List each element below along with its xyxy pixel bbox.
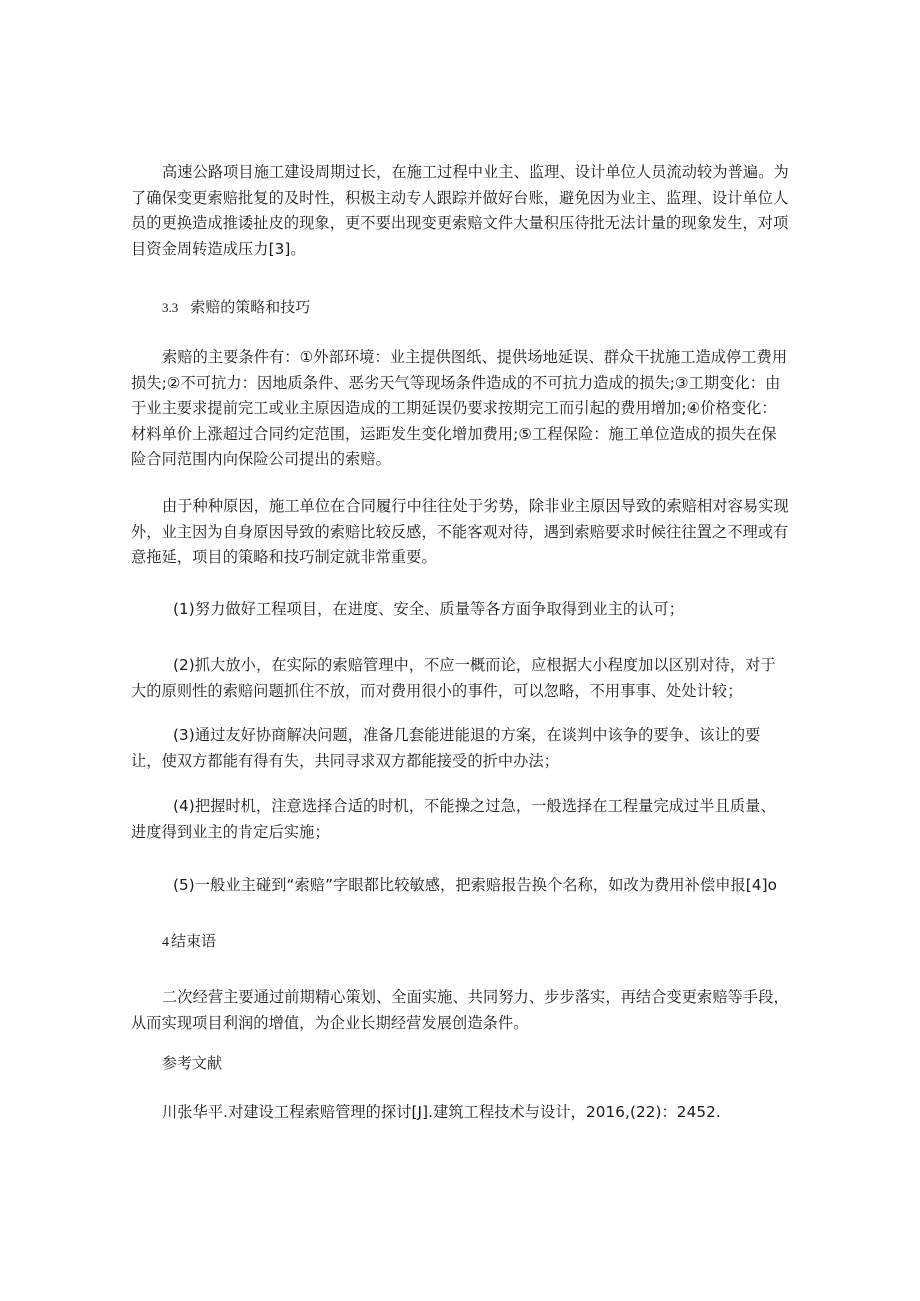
list-item-5: (5)一般业主碰到“索赔”字眼都比较敏感，把索赔报告换个名称，如改为费用补偿申报[4]o bbox=[173, 876, 778, 894]
section-heading-4 bbox=[162, 929, 216, 955]
section-title: 索赔的策略和技巧 bbox=[190, 298, 311, 316]
list-item-2: (2)抓大放小，在实际的索赔管理中，不应一概而论，应根据大小程度加以区别对待，对于大的原则性的索赔问题抓住不放，而对费用很小的事件，可以忽略，不用事事、处处计较； bbox=[131, 656, 776, 700]
list-item-3: (3)通过友好协商解决问题，准备几套能进能退的方案，在谈判中该争的要争、该让的要让，使双方都能有得有失，共同寻求双方都能接受的折中办法； bbox=[131, 726, 761, 770]
paragraph-conclusion: 二次经营主要通过前期精心策划、全面实施、共同努力、步步落实，再结合变更索赔等手段，从而实现项目利润的增值，为企业长期经营发展创造条件。 bbox=[131, 988, 789, 1032]
list-item-1: (1)努力做好工程项目，在进度、安全、质量等各方面争取得到业主的认可； bbox=[173, 600, 685, 618]
reference-item-1: 川张华平.对建设工程索赔管理的探讨[J].建筑工程技术与设计，2016,(22)：2452. bbox=[162, 1103, 721, 1121]
section-number: 3.3 bbox=[162, 300, 179, 315]
paragraph-claim-conditions: 索赔的主要条件有：①外部环境：业主提供图纸、提供场地延误、群众干扰施工造成停工费用损失;②不可抗力：因地质条件、恶劣天气等现场条件造成的不可抗力造成的损失;③工期变化：由于业主要求提前完工或业主原因造成的工期延误仍要求按期完工而引起的费用增加;④价格变化：材料单价上涨超过合同约定范围，运距发生变化增加费用;⑤工程保险：施工单位造成的损失在保险合同范围内向保险公司提出的索赔。 bbox=[131, 348, 788, 468]
paragraph-project-cycle: 高速公路项目施工建设周期过长，在施工过程中业主、监理、设计单位人员流动较为普遍。为了确保变更索赔批复的及时性，积极主动专人跟踪并做好台账，避免因为业主、监理、设计单位人员的更换造成推诿扯皮的现象，更不要出现变更索赔文件大量积压待批无法计量的现象发生，对项目资金周转造成压力[3]。 bbox=[131, 163, 789, 258]
section-title: 结束语 bbox=[171, 932, 217, 950]
paragraph-claim-strategy: 由于种种原因，施工单位在合同履行中往往处于劣势，除非业主原因导致的索赔相对容易实现外，业主因为自身原因导致的索赔比较反感，不能客观对待，遇到索赔要求时候往往置之不理或有意拖延，项目的策略和技巧制定就非常重要。 bbox=[131, 497, 789, 566]
list-item-4: (4)把握时机，注意选择合适的时机，不能操之过急，一般选择在工程量完成过半且质量、进度得到业主的肯定后实施； bbox=[131, 797, 776, 841]
section-heading-3-3 bbox=[162, 295, 310, 320]
section-number: 4 bbox=[162, 935, 169, 950]
references-heading: 参考文献 bbox=[162, 1054, 223, 1072]
